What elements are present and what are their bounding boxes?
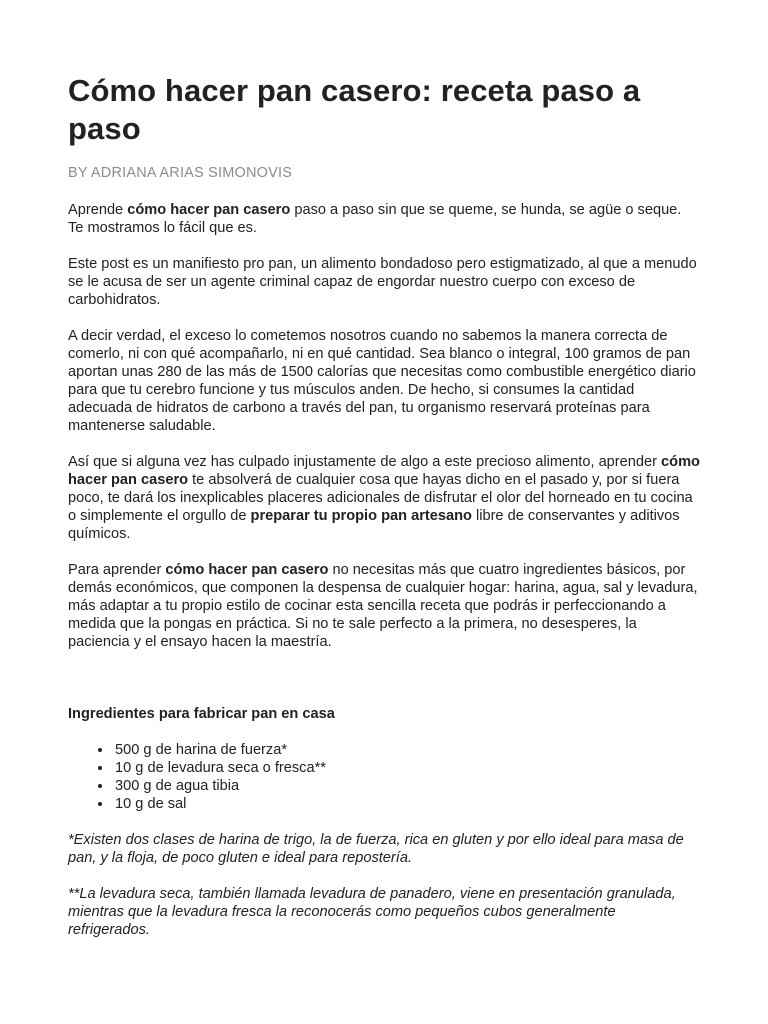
intro-bold-phrase: cómo hacer pan casero: [127, 202, 291, 218]
ingredients-heading: Ingredientes para fabricar pan en casa: [68, 706, 335, 722]
absolution-text-e: libre de conservantes y aditivos químicos.: [68, 508, 680, 542]
ingredients-intro-paragraph: [68, 561, 700, 651]
ingredient-flour: • 500 g de harina de fuerza*: [113, 741, 700, 759]
yeast-footnote: **La levadura seca, también llamada levadura de panadero, viene en presentación granulada, mientras que la levadura fresca la reconocerás como pequeños cubos generalmente refrigerados.: [68, 886, 676, 938]
ingredient-yeast: • 10 g de levadura seca o fresca**: [113, 759, 700, 777]
intro-paragraph: [68, 201, 700, 237]
manifesto-paragraph: Este post es un manifiesto pro pan, un alimento bondadoso pero estigmatizado, al que a menudo se le acusa de ser un agente criminal capaz de engordar nuestro cuerpo con exceso de carbohidratos.: [68, 256, 697, 308]
ingredients-intro-text-a: Para aprender: [68, 562, 166, 578]
ingredients-intro-text-c: no necesitas más que cuatro ingredientes básicos, por demás económicos, que componen la despensa de cualquier hogar: harina, agua, sal y levadura, más adaptar a tu propio estilo de cocinar esta sencilla receta que podrás ir perfeccionando a medida que la pongas en práctica. Si no te sale perfecto a la primera, no desesperes, la paciencia y el ensayo hacen la maestría.: [68, 562, 698, 650]
absolution-text-a: Así que si alguna vez has culpado injustamente de algo a este precioso alimento, aprender: [68, 454, 662, 470]
artisan-bread-bold-phrase: preparar tu propio pan artesano: [250, 508, 472, 524]
article-title: Cómo hacer pan casero: receta paso a paso: [68, 73, 641, 146]
absolution-text-c: te absolverá de cualquier cosa que hayas dicho en el pasado y, por si fuera poco, te dará los inexplicables placeres adicionales de disfrutar el olor del horneado en tu cocina o simplemente el orgullo de: [68, 472, 693, 524]
intro-text-start: Aprende: [68, 202, 128, 218]
absolution-bold-phrase: cómo hacer pan casero: [68, 454, 700, 488]
flour-footnote: *Existen dos clases de harina de trigo, la de fuerza, rica en gluten y por ello ideal para masa de pan, y la floja, de poco gluten e ideal para repostería.: [68, 832, 684, 866]
ingredient-water: • 300 g de agua tibia: [113, 777, 700, 795]
ingredients-intro-bold-phrase: cómo hacer pan casero: [165, 562, 329, 578]
excess-paragraph: A decir verdad, el exceso lo cometemos nosotros cuando no sabemos la manera correcta de comerlo, ni con qué acompañarlo, ni en qué cantidad. Sea blanco o integral, 100 gramos de pan aportan unas 280 de las más de 1500 calorías que necesitas como combustible energético diario para que tu cerebro funcione y tus músculos anden. De hecho, si consumes la cantidad adecuada de hidratos de carbono a través del pan, tu organismo reservará proteínas para mantenerse saludable.: [68, 328, 696, 434]
ingredients-list: [68, 741, 700, 813]
absolution-paragraph: [68, 453, 700, 543]
author-byline: BY ADRIANA ARIAS SIMONOVIS: [68, 165, 293, 181]
intro-text-end: paso a paso sin que se queme, se hunda, se agüe o seque. Te mostramos lo fácil que es.: [68, 202, 682, 236]
ingredient-salt: • 10 g de sal: [113, 795, 700, 813]
